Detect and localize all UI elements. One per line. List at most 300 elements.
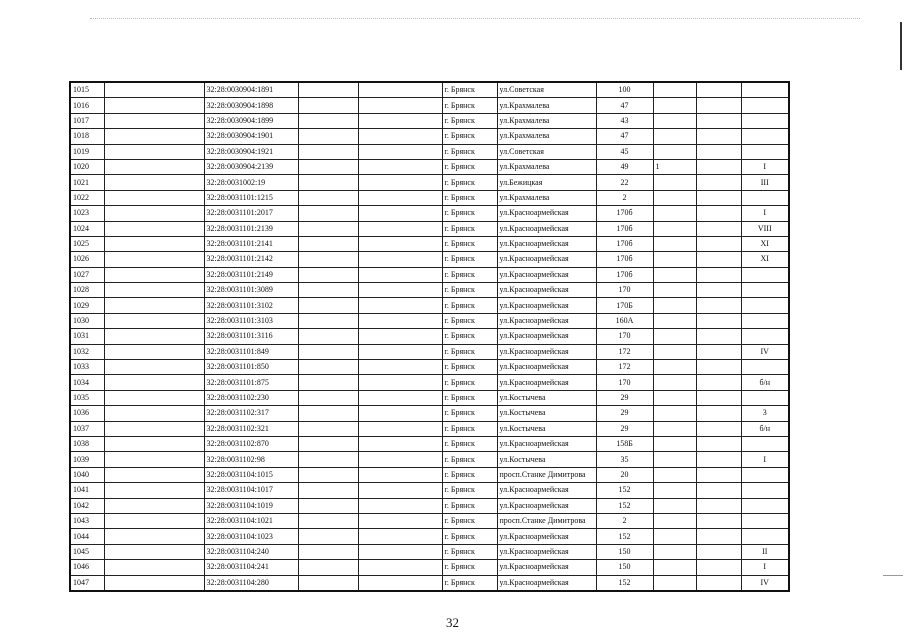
house-number-cell: 152 [596, 529, 653, 544]
empty-cell [104, 544, 204, 559]
table-row [70, 236, 789, 251]
row-number-cell: 1030 [70, 313, 104, 328]
row-number-cell: 1032 [70, 344, 104, 359]
row-number-cell: 1035 [70, 390, 104, 405]
cadastral-number-cell: 32:28:0031104:1021 [204, 513, 298, 528]
row-number-cell: 1026 [70, 252, 104, 267]
empty-cell [358, 344, 442, 359]
row-number-cell: 1038 [70, 436, 104, 451]
building-cell [653, 298, 696, 313]
row-number-cell: 1025 [70, 236, 104, 251]
unit-cell [741, 283, 789, 298]
city-cell: г. Брянск [442, 82, 497, 98]
cadastral-number-cell: 32:28:0031104:1017 [204, 483, 298, 498]
empty-cell [104, 267, 204, 282]
row-number-cell: 1034 [70, 375, 104, 390]
house-number-cell: 170 [596, 375, 653, 390]
building-cell [653, 190, 696, 205]
empty-cell [298, 267, 358, 282]
unit-cell [741, 190, 789, 205]
row-number-cell: 1016 [70, 98, 104, 113]
street-cell: ул.Красноармейская [497, 544, 596, 559]
row-number-cell: 1027 [70, 267, 104, 282]
cadastral-number-cell: 32:28:0031101:3103 [204, 313, 298, 328]
building-cell [653, 390, 696, 405]
empty-cell [358, 544, 442, 559]
city-cell: г. Брянск [442, 436, 497, 451]
city-cell: г. Брянск [442, 283, 497, 298]
street-cell: ул.Советская [497, 82, 596, 98]
unit-cell [741, 436, 789, 451]
house-number-cell: 2 [596, 190, 653, 205]
building-cell [653, 513, 696, 528]
empty-cell [696, 406, 741, 421]
house-number-cell: 49 [596, 159, 653, 174]
unit-cell: IV [741, 575, 789, 591]
unit-cell [741, 98, 789, 113]
table-row [70, 113, 789, 128]
empty-cell [298, 175, 358, 190]
street-cell: ул.Красноармейская [497, 498, 596, 513]
empty-cell [358, 436, 442, 451]
cadastral-number-cell: 32:28:0031102:230 [204, 390, 298, 405]
unit-cell [741, 113, 789, 128]
building-cell: 1 [653, 159, 696, 174]
building-cell [653, 313, 696, 328]
unit-cell [741, 390, 789, 405]
empty-cell [358, 513, 442, 528]
city-cell: г. Брянск [442, 267, 497, 282]
cadastral-table [69, 81, 790, 592]
empty-cell [358, 82, 442, 98]
empty-cell [696, 544, 741, 559]
row-number-cell: 1041 [70, 483, 104, 498]
empty-cell [696, 113, 741, 128]
unit-cell: VIII [741, 221, 789, 236]
empty-cell [104, 344, 204, 359]
empty-cell [358, 575, 442, 591]
empty-cell [696, 283, 741, 298]
empty-cell [298, 467, 358, 482]
house-number-cell: 47 [596, 129, 653, 144]
table-row [70, 144, 789, 159]
house-number-cell: 170 [596, 329, 653, 344]
building-cell [653, 375, 696, 390]
city-cell: г. Брянск [442, 98, 497, 113]
unit-cell: б/н [741, 421, 789, 436]
city-cell: г. Брянск [442, 236, 497, 251]
city-cell: г. Брянск [442, 206, 497, 221]
table-row [70, 329, 789, 344]
cadastral-number-cell: 32:28:0030904:1901 [204, 129, 298, 144]
unit-cell [741, 360, 789, 375]
building-cell [653, 529, 696, 544]
empty-cell [298, 206, 358, 221]
building-cell [653, 344, 696, 359]
row-number-cell: 1044 [70, 529, 104, 544]
street-cell: ул.Красноармейская [497, 575, 596, 591]
house-number-cell: 45 [596, 144, 653, 159]
empty-cell [358, 206, 442, 221]
empty-cell [104, 206, 204, 221]
cadastral-number-cell: 32:28:0031102:870 [204, 436, 298, 451]
street-cell: ул.Крахмалева [497, 98, 596, 113]
empty-cell [358, 406, 442, 421]
empty-cell [298, 529, 358, 544]
scan-noise [90, 18, 860, 21]
building-cell [653, 360, 696, 375]
house-number-cell: 29 [596, 390, 653, 405]
house-number-cell: 47 [596, 98, 653, 113]
city-cell: г. Брянск [442, 544, 497, 559]
empty-cell [104, 467, 204, 482]
row-number-cell: 1040 [70, 467, 104, 482]
empty-cell [298, 313, 358, 328]
empty-cell [696, 498, 741, 513]
unit-cell: I [741, 206, 789, 221]
empty-cell [298, 390, 358, 405]
empty-cell [298, 421, 358, 436]
table-row [70, 483, 789, 498]
empty-cell [298, 113, 358, 128]
empty-cell [696, 267, 741, 282]
empty-cell [298, 82, 358, 98]
unit-cell [741, 267, 789, 282]
empty-cell [358, 467, 442, 482]
empty-cell [104, 113, 204, 128]
empty-cell [358, 360, 442, 375]
city-cell: г. Брянск [442, 113, 497, 128]
empty-cell [696, 560, 741, 575]
empty-cell [696, 375, 741, 390]
unit-cell [741, 82, 789, 98]
table-row [70, 406, 789, 421]
empty-cell [358, 113, 442, 128]
empty-cell [358, 421, 442, 436]
city-cell: г. Брянск [442, 329, 497, 344]
scan-edge-mark [900, 22, 902, 70]
building-cell [653, 144, 696, 159]
empty-cell [104, 175, 204, 190]
empty-cell [104, 575, 204, 591]
street-cell: ул.Красноармейская [497, 560, 596, 575]
unit-cell [741, 498, 789, 513]
house-number-cell: 170 [596, 283, 653, 298]
row-number-cell: 1037 [70, 421, 104, 436]
empty-cell [298, 436, 358, 451]
unit-cell [741, 129, 789, 144]
unit-cell: XI [741, 236, 789, 251]
empty-cell [104, 421, 204, 436]
empty-cell [696, 483, 741, 498]
house-number-cell: 152 [596, 575, 653, 591]
table-row [70, 390, 789, 405]
empty-cell [298, 159, 358, 174]
table-row [70, 206, 789, 221]
empty-cell [104, 529, 204, 544]
cadastral-number-cell: 32:28:0031101:2141 [204, 236, 298, 251]
empty-cell [696, 513, 741, 528]
unit-cell [741, 144, 789, 159]
street-cell: ул.Красноармейская [497, 375, 596, 390]
building-cell [653, 267, 696, 282]
empty-cell [298, 252, 358, 267]
cadastral-number-cell: 32:28:0031104:1023 [204, 529, 298, 544]
city-cell: г. Брянск [442, 298, 497, 313]
empty-cell [104, 436, 204, 451]
city-cell: г. Брянск [442, 313, 497, 328]
empty-cell [696, 467, 741, 482]
street-cell: просп.Станке Димитрова [497, 513, 596, 528]
empty-cell [696, 329, 741, 344]
empty-cell [104, 82, 204, 98]
building-cell [653, 436, 696, 451]
house-number-cell: 160А [596, 313, 653, 328]
table-row [70, 421, 789, 436]
cadastral-number-cell: 32:28:0031102:317 [204, 406, 298, 421]
building-cell [653, 252, 696, 267]
empty-cell [358, 529, 442, 544]
building-cell [653, 283, 696, 298]
city-cell: г. Брянск [442, 406, 497, 421]
cadastral-number-cell: 32:28:0031101:3116 [204, 329, 298, 344]
table-row [70, 129, 789, 144]
house-number-cell: 170Б [596, 298, 653, 313]
city-cell: г. Брянск [442, 421, 497, 436]
house-number-cell: 152 [596, 483, 653, 498]
street-cell: ул.Красноармейская [497, 267, 596, 282]
house-number-cell: 170б [596, 221, 653, 236]
city-cell: г. Брянск [442, 498, 497, 513]
unit-cell: III [741, 175, 789, 190]
empty-cell [696, 144, 741, 159]
cadastral-number-cell: 32:28:0031101:2149 [204, 267, 298, 282]
house-number-cell: 152 [596, 498, 653, 513]
empty-cell [358, 452, 442, 467]
row-number-cell: 1022 [70, 190, 104, 205]
empty-cell [358, 498, 442, 513]
cadastral-number-cell: 32:28:0031101:3089 [204, 283, 298, 298]
empty-cell [358, 329, 442, 344]
cadastral-number-cell: 32:28:0031101:2139 [204, 221, 298, 236]
cadastral-number-cell: 32:28:0030904:1899 [204, 113, 298, 128]
empty-cell [696, 221, 741, 236]
empty-cell [696, 159, 741, 174]
city-cell: г. Брянск [442, 483, 497, 498]
city-cell: г. Брянск [442, 252, 497, 267]
table-row [70, 267, 789, 282]
empty-cell [358, 375, 442, 390]
row-number-cell: 1043 [70, 513, 104, 528]
empty-cell [104, 283, 204, 298]
table-row [70, 360, 789, 375]
row-number-cell: 1017 [70, 113, 104, 128]
cadastral-number-cell: 32:28:0031104:240 [204, 544, 298, 559]
empty-cell [358, 560, 442, 575]
row-number-cell: 1033 [70, 360, 104, 375]
empty-cell [696, 82, 741, 98]
empty-cell [104, 252, 204, 267]
street-cell: ул.Красноармейская [497, 436, 596, 451]
house-number-cell: 172 [596, 360, 653, 375]
table-row [70, 452, 789, 467]
street-cell: ул.Красноармейская [497, 529, 596, 544]
empty-cell [358, 175, 442, 190]
empty-cell [298, 560, 358, 575]
city-cell: г. Брянск [442, 129, 497, 144]
unit-cell [741, 298, 789, 313]
city-cell: г. Брянск [442, 221, 497, 236]
empty-cell [104, 221, 204, 236]
row-number-cell: 1029 [70, 298, 104, 313]
empty-cell [298, 513, 358, 528]
city-cell: г. Брянск [442, 467, 497, 482]
table-row [70, 190, 789, 205]
building-cell [653, 544, 696, 559]
cadastral-number-cell: 32:28:0030904:2139 [204, 159, 298, 174]
table-row [70, 513, 789, 528]
city-cell: г. Брянск [442, 360, 497, 375]
table-row [70, 98, 789, 113]
cadastral-number-cell: 32:28:0031101:3102 [204, 298, 298, 313]
table-body [70, 82, 789, 591]
table-row [70, 159, 789, 174]
empty-cell [298, 236, 358, 251]
street-cell: ул.Советская [497, 144, 596, 159]
city-cell: г. Брянск [442, 529, 497, 544]
building-cell [653, 206, 696, 221]
empty-cell [104, 236, 204, 251]
house-number-cell: 170б [596, 252, 653, 267]
street-cell: ул.Красноармейская [497, 329, 596, 344]
cadastral-number-cell: 32:28:0031104:241 [204, 560, 298, 575]
house-number-cell: 170б [596, 267, 653, 282]
table-row [70, 313, 789, 328]
row-number-cell: 1046 [70, 560, 104, 575]
cadastral-number-cell: 32:28:0031101:2017 [204, 206, 298, 221]
street-cell: ул.Красноармейская [497, 221, 596, 236]
building-cell [653, 421, 696, 436]
building-cell [653, 221, 696, 236]
empty-cell [298, 98, 358, 113]
unit-cell [741, 329, 789, 344]
street-cell: ул.Красноармейская [497, 236, 596, 251]
row-number-cell: 1028 [70, 283, 104, 298]
unit-cell: I [741, 560, 789, 575]
building-cell [653, 113, 696, 128]
building-cell [653, 129, 696, 144]
empty-cell [696, 360, 741, 375]
empty-cell [696, 344, 741, 359]
street-cell: ул.Крахмалева [497, 129, 596, 144]
street-cell: ул.Костычева [497, 421, 596, 436]
unit-cell: I [741, 159, 789, 174]
building-cell [653, 82, 696, 98]
empty-cell [298, 360, 358, 375]
row-number-cell: 1039 [70, 452, 104, 467]
unit-cell [741, 513, 789, 528]
street-cell: ул.Красноармейская [497, 344, 596, 359]
empty-cell [104, 190, 204, 205]
empty-cell [298, 221, 358, 236]
city-cell: г. Брянск [442, 175, 497, 190]
empty-cell [298, 344, 358, 359]
street-cell: ул.Крахмалева [497, 190, 596, 205]
empty-cell [696, 298, 741, 313]
building-cell [653, 236, 696, 251]
empty-cell [696, 529, 741, 544]
unit-cell: IV [741, 344, 789, 359]
house-number-cell: 150 [596, 544, 653, 559]
building-cell [653, 452, 696, 467]
empty-cell [104, 560, 204, 575]
empty-cell [358, 390, 442, 405]
house-number-cell: 170б [596, 206, 653, 221]
house-number-cell: 172 [596, 344, 653, 359]
empty-cell [696, 236, 741, 251]
house-number-cell: 158Б [596, 436, 653, 451]
empty-cell [298, 498, 358, 513]
street-cell: ул.Красноармейская [497, 252, 596, 267]
empty-cell [696, 98, 741, 113]
table-row [70, 436, 789, 451]
empty-cell [104, 513, 204, 528]
house-number-cell: 100 [596, 82, 653, 98]
empty-cell [104, 375, 204, 390]
table-row [70, 283, 789, 298]
cadastral-number-cell: 32:28:0030904:1898 [204, 98, 298, 113]
building-cell [653, 483, 696, 498]
empty-cell [104, 452, 204, 467]
cadastral-number-cell: 32:28:0031101:875 [204, 375, 298, 390]
empty-cell [358, 159, 442, 174]
table-row [70, 344, 789, 359]
empty-cell [358, 483, 442, 498]
cadastral-number-cell: 32:28:0031104:1015 [204, 467, 298, 482]
city-cell: г. Брянск [442, 575, 497, 591]
unit-cell [741, 467, 789, 482]
empty-cell [298, 544, 358, 559]
cadastral-number-cell: 32:28:0031101:849 [204, 344, 298, 359]
cadastral-number-cell: 32:28:0031102:321 [204, 421, 298, 436]
empty-cell [358, 283, 442, 298]
cadastral-number-cell: 32:28:0031101:2142 [204, 252, 298, 267]
unit-cell [741, 529, 789, 544]
empty-cell [104, 390, 204, 405]
empty-cell [104, 129, 204, 144]
empty-cell [696, 436, 741, 451]
empty-cell [104, 98, 204, 113]
empty-cell [298, 575, 358, 591]
row-number-cell: 1015 [70, 82, 104, 98]
street-cell: ул.Крахмалева [497, 159, 596, 174]
row-number-cell: 1042 [70, 498, 104, 513]
table-row [70, 252, 789, 267]
empty-cell [696, 575, 741, 591]
building-cell [653, 575, 696, 591]
empty-cell [358, 267, 442, 282]
street-cell: ул.Бежицкая [497, 175, 596, 190]
empty-cell [358, 313, 442, 328]
unit-cell [741, 313, 789, 328]
table-row [70, 298, 789, 313]
empty-cell [298, 129, 358, 144]
building-cell [653, 329, 696, 344]
street-cell: ул.Крахмалева [497, 113, 596, 128]
cadastral-number-cell: 32:28:0031002:19 [204, 175, 298, 190]
city-cell: г. Брянск [442, 144, 497, 159]
row-number-cell: 1024 [70, 221, 104, 236]
